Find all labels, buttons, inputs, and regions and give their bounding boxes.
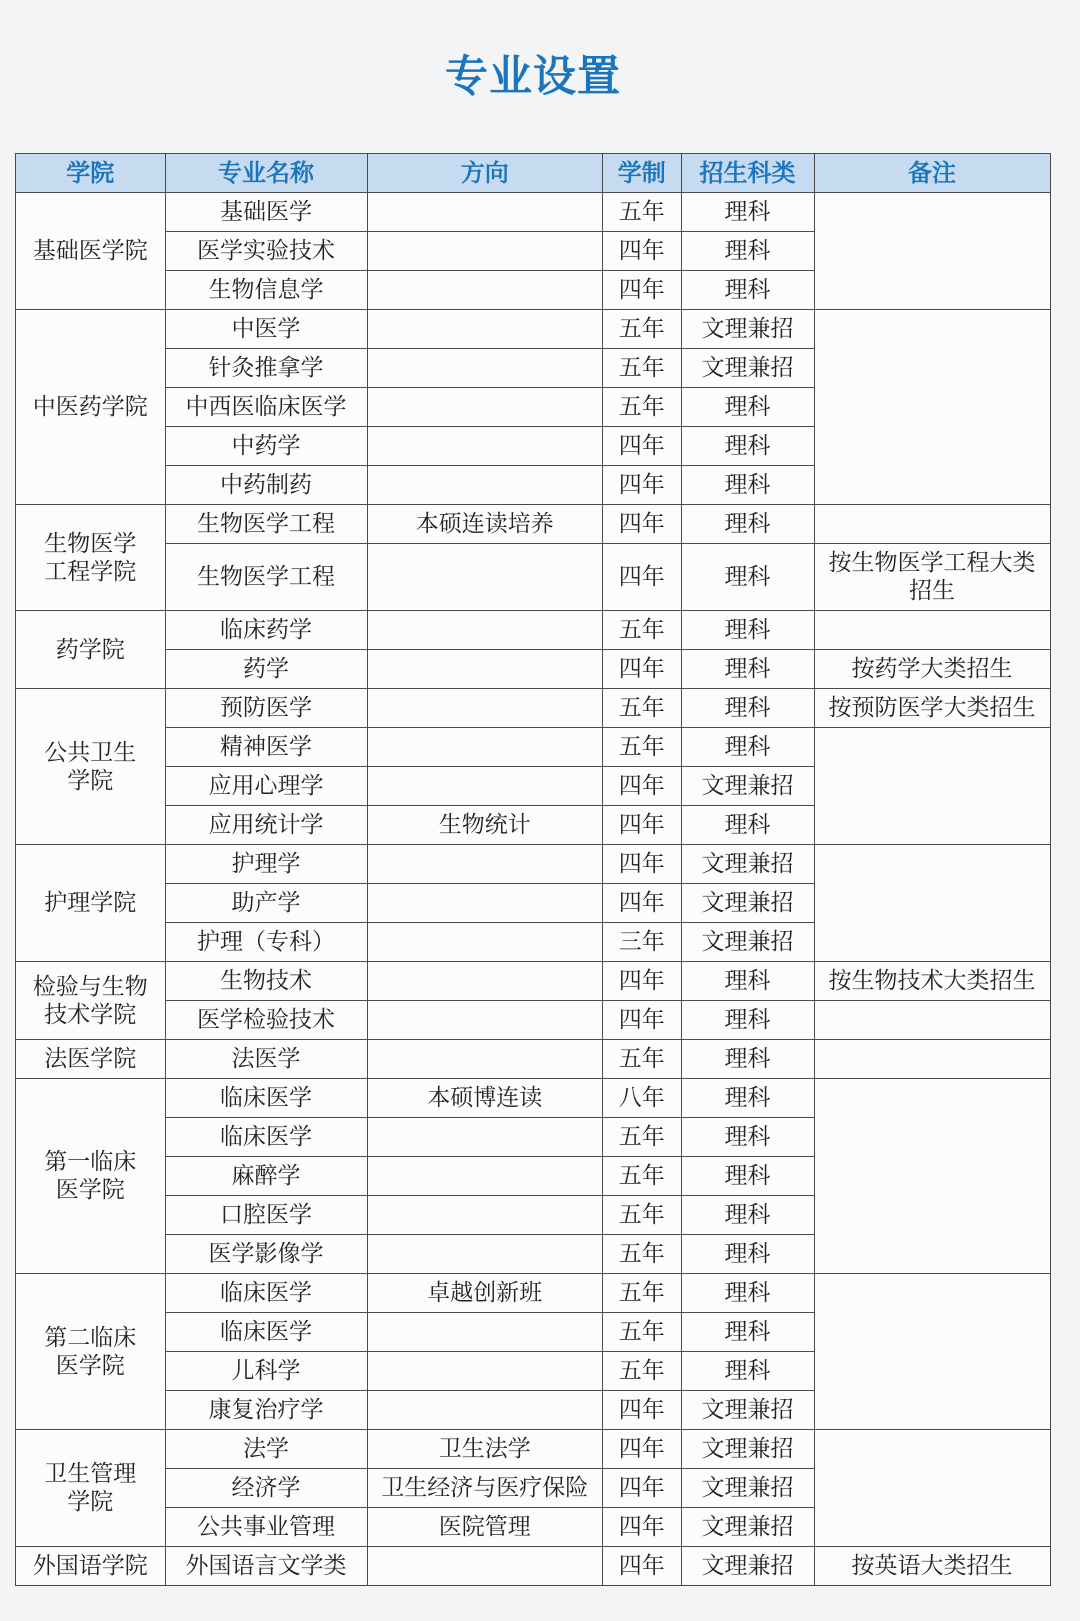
- major-name-cell: 口腔医学: [165, 1196, 367, 1235]
- table-row: [16, 1040, 1051, 1079]
- table-row: [16, 1430, 1051, 1469]
- category-cell: 理科: [681, 1157, 814, 1196]
- direction-cell: [367, 689, 603, 728]
- major-name-cell: 临床医学: [165, 1118, 367, 1157]
- category-cell: 理科: [681, 1313, 814, 1352]
- major-name-cell: 生物医学工程: [165, 544, 367, 611]
- direction-cell: [367, 193, 603, 232]
- remark-cell: 按预防医学大类招生: [814, 689, 1050, 728]
- direction-cell: 医院管理: [367, 1508, 603, 1547]
- remark-cell: 按生物技术大类招生: [814, 962, 1050, 1001]
- duration-cell: 五年: [603, 1196, 682, 1235]
- category-cell: 理科: [681, 728, 814, 767]
- remark-cell: [814, 1001, 1050, 1040]
- college-cell: 基础医学院: [16, 193, 166, 310]
- table-row: [16, 611, 1051, 650]
- major-name-cell: 医学影像学: [165, 1235, 367, 1274]
- duration-cell: 四年: [603, 544, 682, 611]
- duration-cell: 八年: [603, 1079, 682, 1118]
- major-name-cell: 中药学: [165, 427, 367, 466]
- category-cell: 理科: [681, 650, 814, 689]
- duration-cell: 四年: [603, 1391, 682, 1430]
- major-name-cell: 经济学: [165, 1469, 367, 1508]
- duration-cell: 五年: [603, 1040, 682, 1079]
- remark-cell: [814, 505, 1050, 544]
- college-cell: 护理学院: [16, 845, 166, 962]
- duration-cell: 四年: [603, 1430, 682, 1469]
- table-row: [16, 845, 1051, 884]
- category-cell: 理科: [681, 427, 814, 466]
- category-cell: 文理兼招: [681, 1547, 814, 1586]
- duration-cell: 四年: [603, 962, 682, 1001]
- remark-cell: 按药学大类招生: [814, 650, 1050, 689]
- duration-cell: 四年: [603, 466, 682, 505]
- major-name-cell: 临床医学: [165, 1313, 367, 1352]
- duration-cell: 五年: [603, 310, 682, 349]
- category-cell: 文理兼招: [681, 310, 814, 349]
- category-cell: 文理兼招: [681, 923, 814, 962]
- direction-cell: 卫生经济与医疗保险: [367, 1469, 603, 1508]
- direction-cell: [367, 427, 603, 466]
- table-row: [16, 962, 1051, 1001]
- category-cell: 理科: [681, 1352, 814, 1391]
- table-row: [16, 544, 1051, 611]
- duration-cell: 四年: [603, 650, 682, 689]
- table-body: [16, 193, 1051, 1586]
- category-cell: 理科: [681, 1235, 814, 1274]
- table-row: [16, 650, 1051, 689]
- major-name-cell: 中西医临床医学: [165, 388, 367, 427]
- college-cell: 卫生管理 学院: [16, 1430, 166, 1547]
- direction-cell: [367, 466, 603, 505]
- table-row: [16, 1001, 1051, 1040]
- category-cell: 理科: [681, 1274, 814, 1313]
- header-major-name: 专业名称: [165, 154, 367, 193]
- major-name-cell: 中药制药: [165, 466, 367, 505]
- remark-cell: [814, 193, 1050, 310]
- major-name-cell: 法学: [165, 1430, 367, 1469]
- major-name-cell: 法医学: [165, 1040, 367, 1079]
- category-cell: 理科: [681, 1196, 814, 1235]
- duration-cell: 四年: [603, 767, 682, 806]
- major-name-cell: 护理（专科）: [165, 923, 367, 962]
- remark-cell: [814, 845, 1050, 962]
- direction-cell: [367, 1235, 603, 1274]
- table-row: [16, 505, 1051, 544]
- header-duration: 学制: [603, 154, 682, 193]
- duration-cell: 四年: [603, 1547, 682, 1586]
- duration-cell: 四年: [603, 806, 682, 845]
- major-name-cell: 生物医学工程: [165, 505, 367, 544]
- header-row: [16, 154, 1051, 193]
- duration-cell: 四年: [603, 271, 682, 310]
- major-name-cell: 康复治疗学: [165, 1391, 367, 1430]
- duration-cell: 五年: [603, 611, 682, 650]
- major-name-cell: 护理学: [165, 845, 367, 884]
- direction-cell: [367, 650, 603, 689]
- category-cell: 理科: [681, 193, 814, 232]
- category-cell: 理科: [681, 962, 814, 1001]
- category-cell: 理科: [681, 505, 814, 544]
- major-name-cell: 药学: [165, 650, 367, 689]
- direction-cell: [367, 349, 603, 388]
- major-name-cell: 预防医学: [165, 689, 367, 728]
- major-name-cell: 医学检验技术: [165, 1001, 367, 1040]
- duration-cell: 四年: [603, 1469, 682, 1508]
- duration-cell: 五年: [603, 1235, 682, 1274]
- category-cell: 理科: [681, 611, 814, 650]
- remark-cell: [814, 1079, 1050, 1274]
- direction-cell: [367, 611, 603, 650]
- duration-cell: 四年: [603, 845, 682, 884]
- major-name-cell: 儿科学: [165, 1352, 367, 1391]
- category-cell: 理科: [681, 1001, 814, 1040]
- duration-cell: 四年: [603, 884, 682, 923]
- major-name-cell: 临床医学: [165, 1274, 367, 1313]
- remark-cell: 按英语大类招生: [814, 1547, 1050, 1586]
- direction-cell: [367, 1040, 603, 1079]
- direction-cell: [367, 1547, 603, 1586]
- category-cell: 理科: [681, 1079, 814, 1118]
- category-cell: 理科: [681, 1040, 814, 1079]
- duration-cell: 四年: [603, 427, 682, 466]
- category-cell: 文理兼招: [681, 884, 814, 923]
- direction-cell: 本硕连读培养: [367, 505, 603, 544]
- table-row: [16, 1274, 1051, 1313]
- header-remark: 备注: [814, 154, 1050, 193]
- header-direction: 方向: [367, 154, 603, 193]
- direction-cell: 卫生法学: [367, 1430, 603, 1469]
- remark-cell: [814, 1040, 1050, 1079]
- category-cell: 理科: [681, 232, 814, 271]
- table-row: [16, 310, 1051, 349]
- college-cell: 中医药学院: [16, 310, 166, 505]
- category-cell: 文理兼招: [681, 1469, 814, 1508]
- category-cell: 理科: [681, 806, 814, 845]
- duration-cell: 五年: [603, 1352, 682, 1391]
- duration-cell: 五年: [603, 1157, 682, 1196]
- major-name-cell: 麻醉学: [165, 1157, 367, 1196]
- header-college: 学院: [16, 154, 166, 193]
- category-cell: 理科: [681, 388, 814, 427]
- major-name-cell: 外国语言文学类: [165, 1547, 367, 1586]
- major-name-cell: 基础医学: [165, 193, 367, 232]
- college-cell: 药学院: [16, 611, 166, 689]
- direction-cell: [367, 728, 603, 767]
- college-cell: 第一临床 医学院: [16, 1079, 166, 1274]
- direction-cell: [367, 845, 603, 884]
- duration-cell: 五年: [603, 1313, 682, 1352]
- remark-cell: [814, 728, 1050, 845]
- category-cell: 文理兼招: [681, 1430, 814, 1469]
- duration-cell: 五年: [603, 689, 682, 728]
- duration-cell: 五年: [603, 193, 682, 232]
- duration-cell: 三年: [603, 923, 682, 962]
- category-cell: 文理兼招: [681, 349, 814, 388]
- direction-cell: [367, 1118, 603, 1157]
- college-cell: 第二临床 医学院: [16, 1274, 166, 1430]
- duration-cell: 四年: [603, 505, 682, 544]
- direction-cell: [367, 962, 603, 1001]
- major-name-cell: 助产学: [165, 884, 367, 923]
- table-row: [16, 689, 1051, 728]
- remark-cell: [814, 1274, 1050, 1430]
- duration-cell: 五年: [603, 728, 682, 767]
- direction-cell: [367, 310, 603, 349]
- major-name-cell: 生物技术: [165, 962, 367, 1001]
- table-row: [16, 728, 1051, 767]
- duration-cell: 五年: [603, 1118, 682, 1157]
- direction-cell: [367, 923, 603, 962]
- category-cell: 理科: [681, 1118, 814, 1157]
- college-cell: 外国语学院: [16, 1547, 166, 1586]
- major-name-cell: 临床医学: [165, 1079, 367, 1118]
- direction-cell: [367, 1352, 603, 1391]
- major-name-cell: 针灸推拿学: [165, 349, 367, 388]
- duration-cell: 四年: [603, 1508, 682, 1547]
- major-name-cell: 公共事业管理: [165, 1508, 367, 1547]
- major-name-cell: 应用统计学: [165, 806, 367, 845]
- duration-cell: 五年: [603, 1274, 682, 1313]
- remark-cell: 按生物医学工程大类 招生: [814, 544, 1050, 611]
- category-cell: 文理兼招: [681, 767, 814, 806]
- duration-cell: 四年: [603, 1001, 682, 1040]
- direction-cell: [367, 388, 603, 427]
- direction-cell: [367, 1157, 603, 1196]
- direction-cell: [367, 544, 603, 611]
- category-cell: 理科: [681, 544, 814, 611]
- table-row: [16, 1079, 1051, 1118]
- majors-table: [15, 153, 1051, 1586]
- page-title: 专业设置: [445, 52, 621, 102]
- duration-cell: 四年: [603, 232, 682, 271]
- remark-cell: [814, 1430, 1050, 1547]
- major-name-cell: 生物信息学: [165, 271, 367, 310]
- direction-cell: [367, 1391, 603, 1430]
- direction-cell: 本硕博连读: [367, 1079, 603, 1118]
- direction-cell: [367, 232, 603, 271]
- duration-cell: 五年: [603, 349, 682, 388]
- college-cell: 检验与生物 技术学院: [16, 962, 166, 1040]
- category-cell: 文理兼招: [681, 1391, 814, 1430]
- category-cell: 理科: [681, 466, 814, 505]
- category-cell: 理科: [681, 271, 814, 310]
- major-name-cell: 精神医学: [165, 728, 367, 767]
- direction-cell: [367, 1001, 603, 1040]
- duration-cell: 五年: [603, 388, 682, 427]
- direction-cell: [367, 271, 603, 310]
- direction-cell: [367, 767, 603, 806]
- direction-cell: [367, 1313, 603, 1352]
- direction-cell: [367, 884, 603, 923]
- direction-cell: [367, 1196, 603, 1235]
- header-category: 招生科类: [681, 154, 814, 193]
- college-cell: 法医学院: [16, 1040, 166, 1079]
- category-cell: 理科: [681, 689, 814, 728]
- major-name-cell: 医学实验技术: [165, 232, 367, 271]
- major-name-cell: 应用心理学: [165, 767, 367, 806]
- table-row: [16, 193, 1051, 232]
- direction-cell: 生物统计: [367, 806, 603, 845]
- category-cell: 文理兼招: [681, 1508, 814, 1547]
- remark-cell: [814, 611, 1050, 650]
- college-cell: 生物医学 工程学院: [16, 505, 166, 611]
- major-name-cell: 中医学: [165, 310, 367, 349]
- college-cell: 公共卫生 学院: [16, 689, 166, 845]
- category-cell: 文理兼招: [681, 845, 814, 884]
- table-row: [16, 1547, 1051, 1586]
- major-name-cell: 临床药学: [165, 611, 367, 650]
- direction-cell: 卓越创新班: [367, 1274, 603, 1313]
- remark-cell: [814, 310, 1050, 505]
